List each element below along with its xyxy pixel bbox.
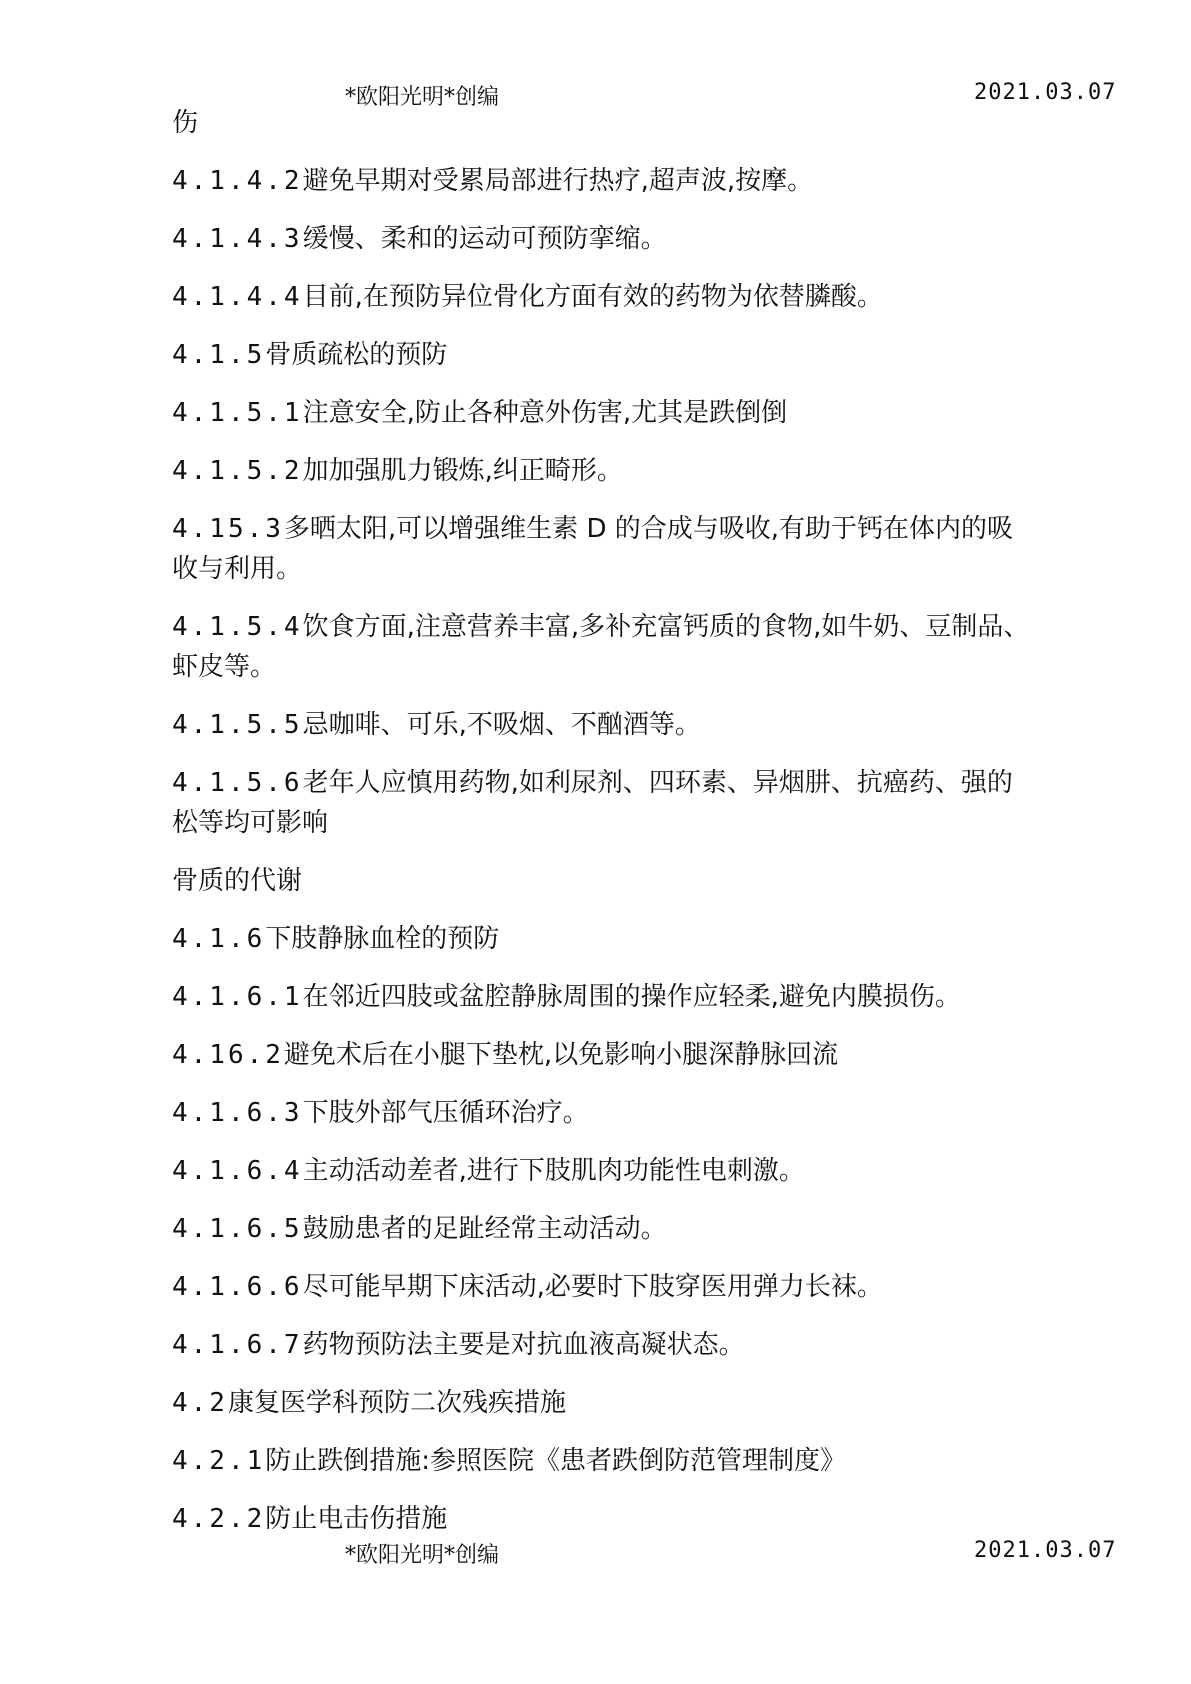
page-footer <box>0 1538 1191 1578</box>
header-author: *欧阳光明*创编 <box>345 85 500 110</box>
section-heading: 4.2康复医学科预防二次残疾措施 <box>172 1388 566 1418</box>
paragraph: 4.2.1防止跌倒措施:参照医院《患者跌倒防范管理制度》 <box>172 1446 847 1476</box>
paragraph: 4.1.5.5忌咖啡、可乐,不吸烟、不酗酒等。 <box>172 710 701 740</box>
section-heading: 4.1.5骨质疏松的预防 <box>172 340 448 370</box>
paragraph: 4.1.6.4主动活动差者,进行下肢肌肉功能性电刺激。 <box>172 1156 805 1186</box>
header-date: 2021.03.07 <box>974 80 1117 105</box>
paragraph: 4.2.2防止电击伤措施 <box>172 1504 448 1534</box>
paragraph: 伤 <box>172 108 199 138</box>
paragraph: 4.1.6.3下肢外部气压循环治疗。 <box>172 1098 589 1128</box>
paragraph: 4.1.5.2加加强肌力锻炼,纠正畸形。 <box>172 456 623 486</box>
paragraph: 4.16.2避免术后在小腿下垫枕,以免影响小腿深静脉回流 <box>172 1040 839 1070</box>
paragraph: 4.1.6.6尽可能早期下床活动,必要时下肢穿医用弹力长袜。 <box>172 1272 883 1302</box>
paragraph: 4.1.5.6老年人应慎用药物,如利尿剂、四环素、异烟肼、抗癌药、强的松等均可影响 <box>172 768 1013 838</box>
paragraph: 骨质的代谢 <box>172 866 303 896</box>
paragraph: 4.1.4.2避免早期对受累局部进行热疗,超声波,按摩。 <box>172 166 814 196</box>
paragraph: 4.1.5.4饮食方面,注意营养丰富,多补充富钙质的食物,如牛奶、豆制品、虾皮等。 <box>172 612 1030 682</box>
paragraph: 4.1.6.7药物预防法主要是对抗血液高凝状态。 <box>172 1330 745 1360</box>
document-body <box>172 103 1032 1557</box>
paragraph: 4.1.4.3缓慢、柔和的运动可预防挛缩。 <box>172 224 667 254</box>
paragraph: 4.15.3多晒太阳,可以增强维生素 D 的合成与吸收,有助于钙在体内的吸收与利用。 <box>172 514 1014 584</box>
paragraph: 4.1.6.1在邻近四肢或盆腔静脉周围的操作应轻柔,避免内膜损伤。 <box>172 982 961 1012</box>
paragraph: 4.1.5.1注意安全,防止各种意外伤害,尤其是跌倒倒 <box>172 398 788 428</box>
paragraph: 4.1.6.5鼓励患者的足趾经常主动活动。 <box>172 1214 667 1244</box>
footer-author: *欧阳光明*创编 <box>345 1543 500 1568</box>
footer-date: 2021.03.07 <box>974 1538 1117 1563</box>
paragraph: 4.1.4.4目前,在预防异位骨化方面有效的药物为依替膦酸。 <box>172 282 883 312</box>
section-heading: 4.1.6下肢静脉血栓的预防 <box>172 924 500 954</box>
